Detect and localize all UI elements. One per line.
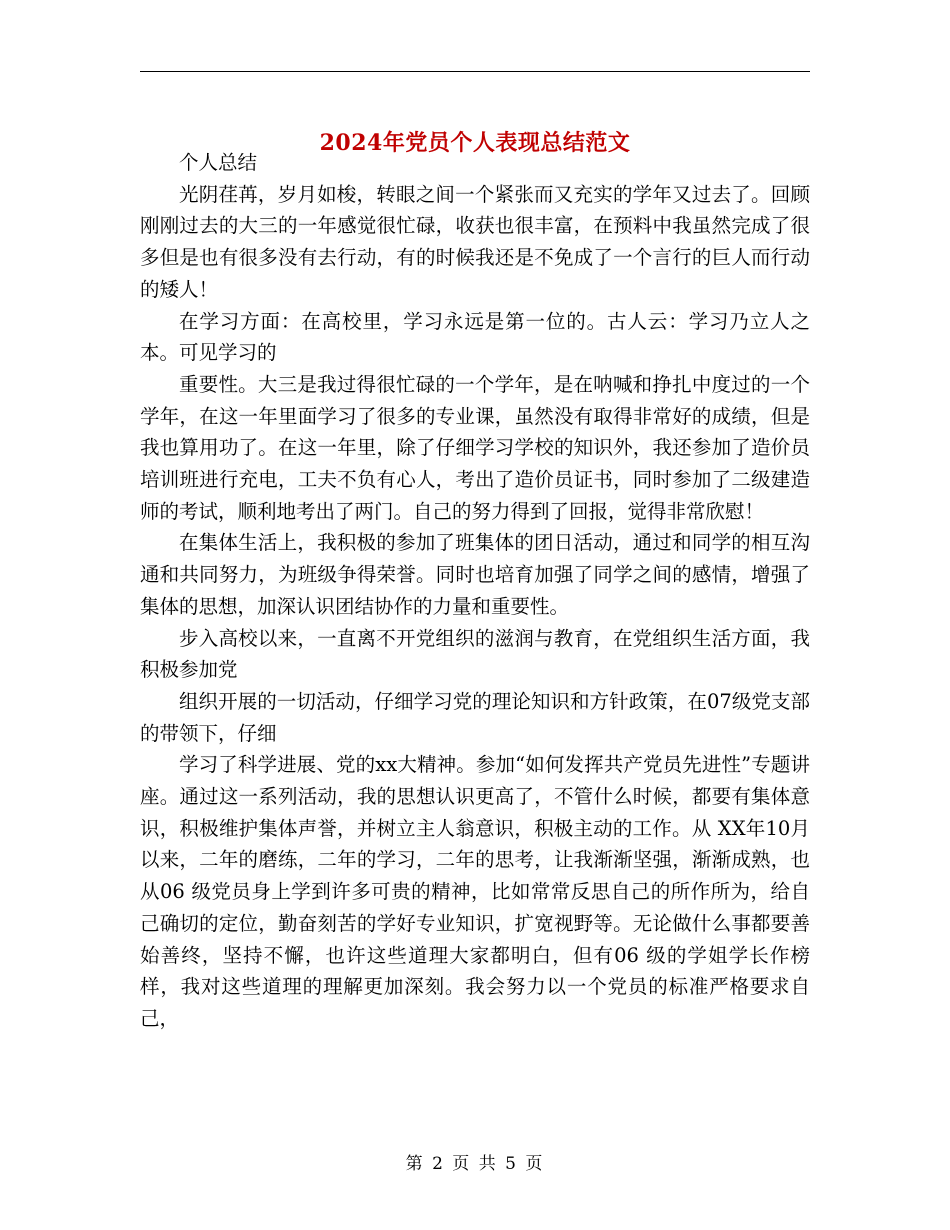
paragraph: 重要性。大三是我过得很忙碌的一个学年，是在呐喊和挣扎中度过的一个学年，在这一年里面学习了很多的专业课，虽然没有取得非常好的成绩，但是我也算用功了。在这一年里，除了仔细学习学校的知识外，我还参加了造价员培训班进行充电，工夫不负有心人，考出了造价员证书，同时参加了二级建造师的考试，顺利地考出了两门。自己的努力得到了回报，觉得非常欣慰！	[140, 372, 810, 523]
header-rule	[140, 71, 810, 72]
page-number: 第 2 页 共 5 页	[405, 1154, 545, 1174]
paragraph: 在集体生活上，我积极的参加了班集体的团日活动，通过和同学的相互沟通和共同努力，为班级争得荣誉。同时也培育加强了同学之间的感情，增强了集体的思想，加深认识团结协作的力量和重要性。	[140, 531, 810, 618]
paragraph: 步入高校以来，一直离不开党组织的滋润与教育，在党组织生活方面，我积极参加党	[140, 626, 810, 682]
paragraph: 组织开展的一切活动，仔细学习党的理论知识和方针政策，在07级党支部的带领下，仔细	[140, 689, 810, 745]
paragraph: 光阴荏苒，岁月如梭，转眼之间一个紧张而又充实的学年又过去了。回顾刚刚过去的大三的一年感觉很忙碌，收获也很丰富，在预料中我虽然完成了很多但是也有很多没有去行动，有的时候我还是不免成了一个言行的巨人而行动的矮人！	[140, 182, 810, 301]
document-body	[140, 147, 810, 1035]
paragraph-heading: 个人总结	[179, 151, 258, 174]
paragraph: 学习了科学进展、党的xx大精神。参加“如何发挥共产党员先进性”专题讲座。通过这一系列活动，我的思想认识更高了，不管什么时候，都要有集体意识，积极维护集体声誉，并树立主人翁意识，积极主动的工作。从 XX年10月以来，二年的磨练，二年的学习，二年的思考，让我渐渐坚强，渐渐成熟，也从06 级党员身上学到许多可贵的精神，比如常常反思自己的所作所为，给自己确切的定位，勤奋刻苦的学好专业知识，扩宽视野等。无论做什么事都要善始善终，坚持不懈，也许这些道理大家都明白，但有06 级的学姐学长作榜样，我对这些道理的理解更加深刻。我会努力以一个党员的标准严格要求自己，	[140, 753, 810, 1030]
paragraph: 在学习方面：在高校里，学习永远是第一位的。古人云：学习乃立人之本。可见学习的	[140, 309, 810, 365]
document-title: 2024年党员个人表现总结范文	[319, 129, 631, 156]
